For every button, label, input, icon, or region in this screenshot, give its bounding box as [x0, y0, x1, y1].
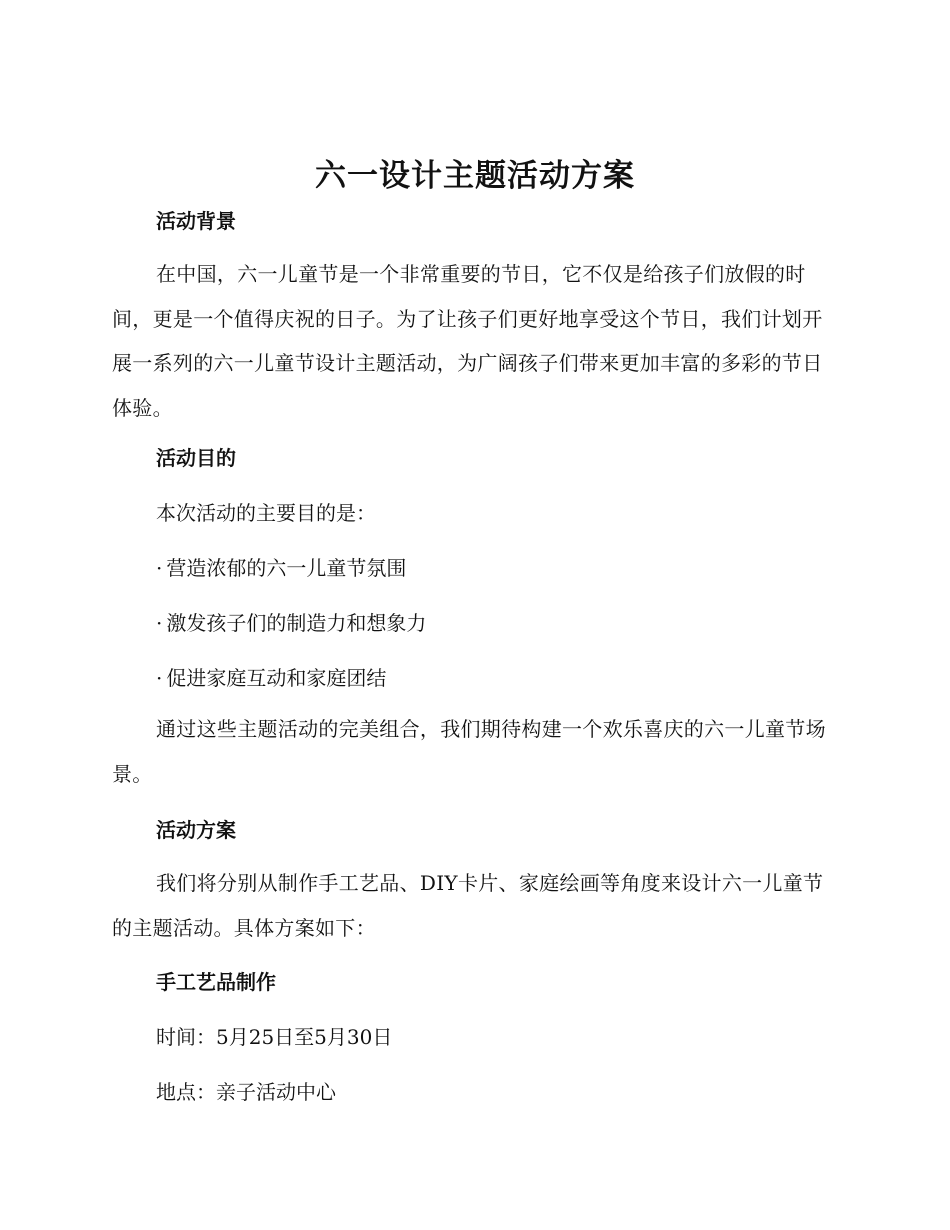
handicraft-time: 时间：5月25日至5月30日: [156, 1025, 393, 1049]
document-title: 六一设计主题活动方案: [315, 158, 635, 194]
heading-plan: 活动方案: [156, 818, 236, 842]
paragraph-background: 在中国，六一儿童节是一个非常重要的节日，它不仅是给孩子们放假的时间，更是一个值得庆祝的日子。为了让孩子们更好地享受这个节日，我们计划开展一系列的六一儿童节设计主题活动，为广阔孩子们带来更加丰富的多彩的节日体验。: [112, 262, 823, 420]
purpose-bullet-3: [156, 662, 386, 691]
bullet-text: 激发孩子们的制造力和想象力: [166, 611, 427, 635]
purpose-intro: 本次活动的主要目的是：: [156, 501, 376, 525]
bullet-dot: ·: [156, 611, 163, 635]
paragraph-purpose-conclusion: 通过这些主题活动的完美组合，我们期待构建一个欢乐喜庆的六一儿童节场景。: [112, 717, 826, 786]
bullet-dot: ·: [156, 556, 163, 580]
heading-background: 活动背景: [156, 209, 236, 233]
handicraft-location: 地点：亲子活动中心: [156, 1080, 336, 1104]
bullet-text: 促进家庭互动和家庭团结: [166, 666, 387, 690]
heading-handicraft: 手工艺品制作: [156, 970, 276, 994]
purpose-bullet-2: [156, 607, 426, 636]
heading-purpose: 活动目的: [156, 446, 236, 470]
bullet-dot: ·: [156, 666, 163, 690]
bullet-text: 营造浓郁的六一儿童节氛围: [166, 556, 407, 580]
paragraph-plan: 我们将分别从制作手工艺品、DIY卡片、家庭绘画等角度来设计六一儿童节的主题活动。具体方案如下：: [112, 871, 824, 940]
purpose-bullet-1: [156, 552, 406, 581]
